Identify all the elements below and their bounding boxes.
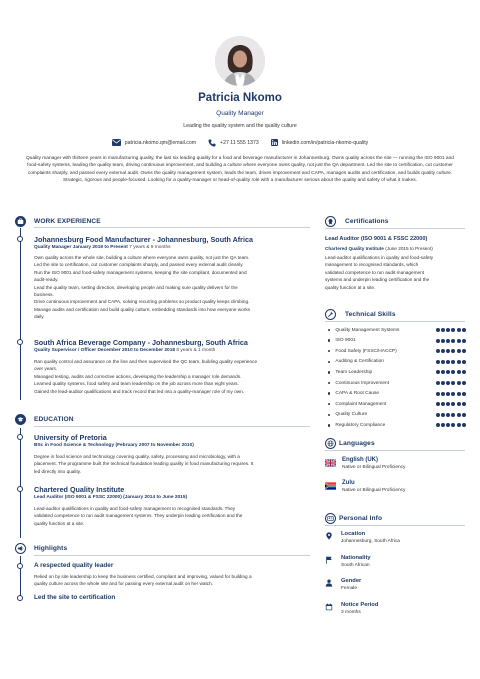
job-role-dates: Quality Manager January 2019 to Present [34,245,128,250]
rating-dot [457,413,461,417]
timeline-dot [17,486,23,492]
timeline-dot [17,595,23,601]
skill-label: Food Safety (FSSC/HACCP) [335,348,397,354]
location-pin-icon [325,532,333,540]
rating-dot [457,370,461,374]
rating-dot [462,402,466,406]
divider [325,228,465,229]
skill-label: CAPA & Root Cause [335,391,380,397]
rating-dot [451,370,455,374]
rating-dot [462,381,466,385]
profile-summary: Quality manager with thirteen years in manufacturing quality, the last six leading quality for a food and beverage manufacturer in Johannesburg. Owns quality across the site — running the ISO 9001 and food-safety systems, leading the quality team, driving continuous improvement, and building a culture where everyone owns quality, not just the QA department. Led the site to certification, cut customer complaints sharply, and passed every external audit. Owns the quality management system, leads the team, drives improvement and CAPA, manages audits and certification, and builds quality culture. Strategic, rigorous and people-focused. Looking for a quality-manager or head-of-quality role with a manufacturer serious about the quality and safety of what it makes. [26,156,454,184]
rating-dot [451,413,455,417]
job-line: Run the ISO 9001 and food-safety management systems, keeping the site compliant, documented and [34,269,247,275]
education-heading: Chartered Quality Institute [34,485,125,494]
bullet-icon [328,424,330,426]
email-contact[interactable] [112,138,196,147]
rating-dot [441,413,445,417]
rating-dot [451,360,455,364]
education-description [34,453,314,475]
timeline-dot [17,434,23,440]
id-card-icon [325,513,336,524]
rating-dot [446,413,450,417]
rating-dot [436,423,440,427]
rating-dot [457,402,461,406]
job-line: daily. [34,314,45,320]
job-title: Quality Manager [216,110,264,117]
skill-item [326,367,466,377]
timeline-dot [17,563,23,569]
job-line: Ran quality control and assurance on the line and then supervised the QC team, building quality experience [34,359,258,364]
calendar-icon [325,603,333,611]
personal-info-value: Female [341,586,357,591]
language-item [325,457,405,470]
phone-icon [208,139,216,147]
personal-info-item [325,555,371,568]
education-line: led directly into quality. [34,468,82,474]
rating-dot [451,423,455,427]
rating-dot [446,360,450,364]
rating-dot [436,392,440,396]
language-item [325,480,405,493]
skill-rating [436,339,466,343]
rating-dot [446,349,450,353]
skill-label: Auditing & Certification [335,359,384,365]
rating-dot [446,423,450,427]
skill-item [326,410,466,420]
personal-info-value: 3 months [341,610,361,615]
rating-dot [446,328,450,332]
personal-info-value: South African [341,563,370,568]
divider [325,525,465,526]
divider [34,227,310,228]
linkedin-icon [271,139,278,146]
bullet-icon [328,361,330,363]
job-line: Own quality across the whole site, building a culture where everyone owns quality, not just the QA team. [34,255,250,260]
certificate-icon [325,216,336,227]
section-title-personal-info: Personal Info [339,515,383,522]
education-line: Degree in food science and technology covering quality, safety, processing and microbiology, with a [34,454,240,459]
rating-dot [457,381,461,385]
candidate-name: Patricia Nkomo [198,92,282,104]
section-title-skills: Technical Skills [345,311,396,318]
section-title-education: EDUCATION [34,416,74,423]
rating-dot [441,402,445,406]
skill-label: Team Leadership [335,369,373,375]
rating-dot [436,413,440,417]
skill-item [326,399,466,409]
tools-icon [325,309,336,320]
education-line: quality function at a site. [34,520,85,526]
skill-rating [436,328,466,332]
rating-dot [457,339,461,343]
section-title-certifications: Certifications [345,218,389,225]
skill-label: Quality Culture [335,412,368,418]
skill-item [326,420,466,430]
rating-dot [441,339,445,343]
rating-dot [441,328,445,332]
bullet-icon [328,414,330,416]
personal-info-label: Nationality [341,555,371,561]
rating-dot [446,381,450,385]
rating-dot [451,339,455,343]
job-line: Drive continuous improvement and CAPA, solving recurring problems so product quality keeps climbing. [34,299,250,305]
rating-dot [462,392,466,396]
rating-dot [462,349,466,353]
profile-photo [215,36,265,86]
email-icon [112,139,121,146]
language-name: Zulu [342,480,355,486]
rating-dot [436,381,440,385]
job-line: over years. [34,366,58,372]
skill-item [326,389,466,399]
bullet-icon [328,350,330,352]
certification-issuer-name: Chartered Quality Institute [325,246,384,251]
education-subheading: Lead Auditor (ISO 9001 & FSSC 22000) (January 2014 to June 2015) [34,495,188,500]
timeline-education [20,428,21,538]
job-line: Led the site to certification, cut customer complaints sharply, and passed every external audit cleanly. [34,262,244,268]
rating-dot [446,392,450,396]
language-level: Native or Bilingual Proficiency [342,488,406,493]
job-subheading [34,245,171,250]
rating-dot [457,423,461,427]
rating-dot [451,402,455,406]
rating-dot [436,349,440,353]
rating-dot [446,402,450,406]
rating-dot [451,392,455,396]
timeline-experience [20,228,21,400]
bullet-icon [328,403,330,405]
rating-dot [441,370,445,374]
skill-item [326,336,466,346]
language-name: English (UK) [342,457,378,463]
divider [34,426,310,427]
language-level: Native or Bilingual Proficiency [342,465,406,470]
skill-rating [436,413,466,417]
personal-info-label: Notice Period [341,602,379,608]
certification-line: systems and underpin leading certification and the [325,277,430,283]
job-subheading [34,348,215,353]
certification-line: Lead-auditor qualifications in quality and food-safety [325,255,434,260]
rating-dot [451,381,455,385]
section-title-languages: Languages [339,440,375,447]
skill-item [326,378,466,388]
rating-dot [451,328,455,332]
job-description [34,254,312,321]
skill-item [326,325,466,335]
skill-label: Continuous Improvement [335,380,389,386]
rating-dot [436,360,440,364]
personal-info-item [325,602,378,615]
education-heading: University of Pretoria [34,433,107,442]
skill-label: ISO 9001 [335,338,356,344]
rating-dot [446,339,450,343]
skill-label: Quality Management Systems [335,327,400,333]
rating-dot [436,402,440,406]
education-line: Lead-auditor qualifications in quality and food-safety management to recognised standards. They [34,506,236,511]
job-line: business. [34,292,54,298]
personal-info-value: Johannesburg, South Africa [341,539,400,544]
job-line: audit-ready. [34,277,59,283]
rating-dot [441,349,445,353]
south-africa-flag-icon [325,482,336,490]
certification-line: quality function at a site. [325,284,376,290]
bullet-icon [328,329,330,331]
job-line: Lead the quality team, setting direction, developing people and making sure quality delivers for the [34,284,238,290]
divider [34,555,310,556]
skill-item [326,357,466,367]
rating-dot [446,370,450,374]
graduation-cap-icon [15,414,26,425]
rating-dot [457,360,461,364]
skill-rating [436,402,466,406]
bullet-icon [328,392,330,394]
section-title-experience: WORK EXPERIENCE [34,218,101,225]
rating-dot [441,423,445,427]
skill-rating [436,360,466,364]
divider [325,321,465,322]
highlight-line: quality culture across the whole site and for passing every external audit on her watch. [34,581,214,587]
tagline: Leading the quality system and the quality culture [183,123,297,129]
skill-rating [436,392,466,396]
job-heading: South Africa Beverage Company - Johannesburg, South Africa [34,338,248,347]
person-icon [325,579,333,587]
rating-dot [462,339,466,343]
skill-item [326,346,466,356]
job-duration: 7 years & 9 months [129,245,171,250]
job-description [34,358,314,395]
bullet-icon [328,382,330,384]
certification-description [325,254,465,291]
job-heading: Johannesburg Food Manufacturer - Johannesburg, South Africa [34,235,253,244]
skill-label: Regulatory Compliance [335,422,386,428]
rating-dot [462,370,466,374]
uk-flag-icon [325,459,336,467]
divider [325,450,465,451]
rating-dot [462,360,466,364]
rating-dot [457,328,461,332]
rating-dot [462,423,466,427]
highlight-heading: A respected quality leader [34,562,114,569]
briefcase-icon [15,216,26,227]
job-duration: 8 years & 1 month [176,348,216,353]
contact-bar [0,138,480,147]
timeline-dot [17,339,23,345]
skill-rating [436,370,466,374]
personal-info-item [325,531,400,544]
rating-dot [436,328,440,332]
bullet-icon [328,339,330,341]
skill-rating [436,349,466,353]
education-line: placement. The programme built the technical foundation leading quality in food manufacturing requires. It [34,461,254,467]
email-text[interactable]: patricia.nkomo.qm@email.com [124,139,197,146]
rating-dot [457,392,461,396]
rating-dot [436,339,440,343]
job-role-dates: Quality Supervisor / Officer December 2010 to December 2018 [34,348,176,353]
certification-date: (June 2015 to Present) [385,246,433,251]
personal-info-label: Gender [341,578,362,584]
education-subheading: BSc in Food Science & Technology (February 2007 to November 2010) [34,443,194,448]
rating-dot [441,360,445,364]
education-line: validated competence to run audit management systems. They underpin leading certification and the [34,513,243,519]
skill-label: Complaint Management [335,401,387,407]
job-line: Manage audits and certification and build quality culture, embedding standards into how everyone works [34,306,251,312]
globe-icon [325,438,336,449]
rating-dot [457,349,461,353]
rating-dot [441,381,445,385]
personal-info-label: Location [341,531,366,537]
megaphone-icon [15,543,26,554]
linkedin-contact[interactable] [271,138,369,147]
job-line: Learned quality systems, food safety and team leadership on the job across more than eight years. [34,381,239,387]
rating-dot [441,392,445,396]
job-line: Gained the lead-auditor qualifications and track record that led into a quality-manager role of my own. [34,388,245,394]
section-title-highlights: Highlights [34,545,68,552]
rating-dot [462,328,466,332]
personal-info-item [325,578,361,591]
highlight-description [34,573,314,588]
skill-rating [436,381,466,385]
phone-text[interactable]: +27 11 555 1373 [220,139,259,146]
flag-icon [325,556,333,564]
certification-issuer [325,245,433,252]
phone-contact[interactable] [208,138,259,147]
education-description [34,505,314,527]
rating-dot [462,413,466,417]
rating-dot [436,370,440,374]
linkedin-text[interactable]: linkedin.com/in/patricia-nkomo-quality [281,139,369,146]
bullet-icon [328,371,330,373]
timeline-dot [17,236,23,242]
job-line: Managed testing, audits and corrective actions, developing the leadership a manager role demands. [34,373,242,379]
certification-line: management to recognised standards, which [325,262,419,268]
skill-rating [436,423,466,427]
rating-dot [451,349,455,353]
certification-heading: Lead Auditor (ISO 9001 & FSSC 22000) [325,236,428,242]
certification-line: validated competence to run audit management [325,269,425,275]
highlight-heading: Led the site to certification [34,594,116,601]
highlight-line: Relied on by site leadership to keep the business certified, compliant and improving, valued for building a [34,574,252,579]
